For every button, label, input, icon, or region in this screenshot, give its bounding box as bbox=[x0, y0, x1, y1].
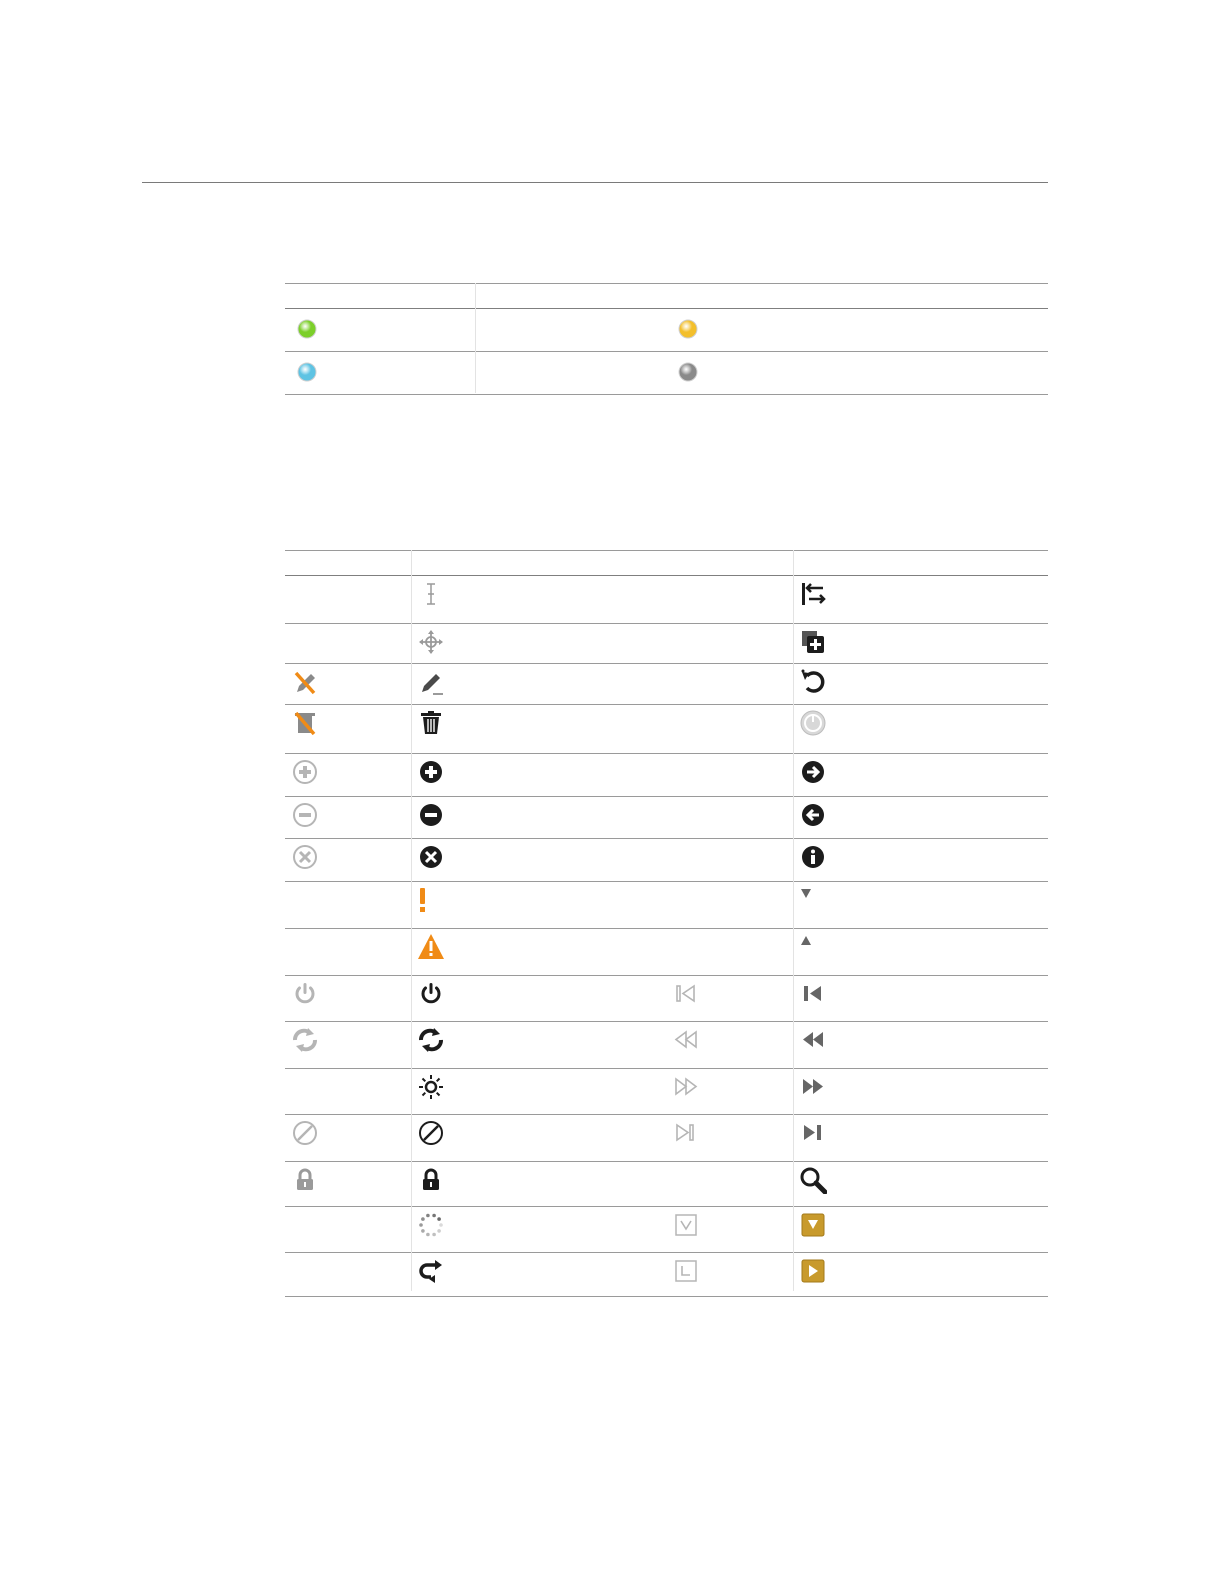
collapse-disabled-icon bbox=[672, 1211, 700, 1239]
delete-icon bbox=[417, 709, 445, 737]
remove-icon bbox=[417, 801, 445, 829]
arrow-right-circle-icon bbox=[799, 758, 827, 786]
expand-icon bbox=[799, 1257, 827, 1285]
cancel-icon bbox=[417, 843, 445, 871]
last-disabled-icon bbox=[672, 1119, 700, 1147]
lock-icon bbox=[417, 1166, 445, 1194]
edit-disabled-icon bbox=[291, 668, 319, 696]
table-row bbox=[285, 1115, 1048, 1162]
first-icon bbox=[799, 980, 827, 1008]
status-icon-table bbox=[285, 283, 1048, 395]
add-to-stack-icon bbox=[799, 628, 827, 656]
gray-status-light-icon bbox=[674, 358, 702, 386]
blue-status-light-icon bbox=[293, 358, 321, 386]
table-row bbox=[285, 976, 1048, 1022]
next-disabled-icon bbox=[672, 1073, 700, 1101]
reorder-columns-icon bbox=[799, 580, 827, 608]
table-row bbox=[285, 1022, 1048, 1069]
cancel-disabled-icon bbox=[291, 843, 319, 871]
column-separator bbox=[793, 550, 794, 1291]
table-row bbox=[285, 1207, 1048, 1253]
table-header-row bbox=[285, 551, 1048, 576]
table-row bbox=[285, 576, 1048, 624]
loading-spinner-icon bbox=[417, 1211, 445, 1239]
last-icon bbox=[799, 1119, 827, 1147]
previous-disabled-icon bbox=[672, 1026, 700, 1054]
power-button-disabled-icon bbox=[799, 709, 827, 737]
table-row bbox=[285, 309, 1048, 352]
previous-icon bbox=[799, 1026, 827, 1054]
lock-disabled-icon bbox=[291, 1166, 319, 1194]
table-header-row bbox=[285, 284, 1048, 309]
delete-disabled-icon bbox=[291, 709, 319, 737]
info-icon bbox=[799, 843, 827, 871]
table-row bbox=[285, 1253, 1048, 1297]
ui-icon-table bbox=[285, 550, 1048, 1297]
add-icon bbox=[417, 758, 445, 786]
expand-disabled-icon bbox=[672, 1257, 700, 1285]
arrow-left-circle-icon bbox=[799, 801, 827, 829]
table-row bbox=[285, 882, 1048, 929]
next-icon bbox=[799, 1073, 827, 1101]
prohibited-disabled-icon bbox=[291, 1119, 319, 1147]
revert-icon bbox=[799, 668, 827, 696]
edit-icon bbox=[417, 668, 445, 696]
refresh-icon bbox=[417, 1026, 445, 1054]
first-disabled-icon bbox=[672, 980, 700, 1008]
table-row bbox=[285, 1069, 1048, 1115]
prohibited-icon bbox=[417, 1119, 445, 1147]
column-separator bbox=[411, 550, 412, 1291]
green-status-light-icon bbox=[293, 315, 321, 343]
sort-ascending-icon bbox=[799, 933, 827, 961]
table-row bbox=[285, 839, 1048, 882]
page-top-rule bbox=[142, 182, 1048, 183]
collapse-icon bbox=[799, 1211, 827, 1239]
redo-icon bbox=[417, 1257, 445, 1285]
column-separator bbox=[475, 283, 476, 393]
move-icon bbox=[417, 628, 445, 656]
power-disabled-icon bbox=[291, 980, 319, 1008]
yellow-status-light-icon bbox=[674, 315, 702, 343]
remove-disabled-icon bbox=[291, 801, 319, 829]
add-disabled-icon bbox=[291, 758, 319, 786]
power-icon bbox=[417, 980, 445, 1008]
table-row bbox=[285, 624, 1048, 664]
table-row bbox=[285, 352, 1048, 395]
table-row bbox=[285, 1162, 1048, 1207]
settings-sun-icon bbox=[417, 1073, 445, 1101]
table-row bbox=[285, 797, 1048, 839]
warning-triangle-icon bbox=[417, 933, 445, 961]
resize-row-icon bbox=[417, 580, 445, 608]
search-icon bbox=[799, 1166, 827, 1194]
sort-descending-icon bbox=[799, 886, 827, 914]
table-row bbox=[285, 929, 1048, 976]
table-row bbox=[285, 705, 1048, 754]
table-row bbox=[285, 664, 1048, 705]
table-row bbox=[285, 754, 1048, 797]
alert-exclamation-icon bbox=[417, 886, 445, 914]
refresh-disabled-icon bbox=[291, 1026, 319, 1054]
